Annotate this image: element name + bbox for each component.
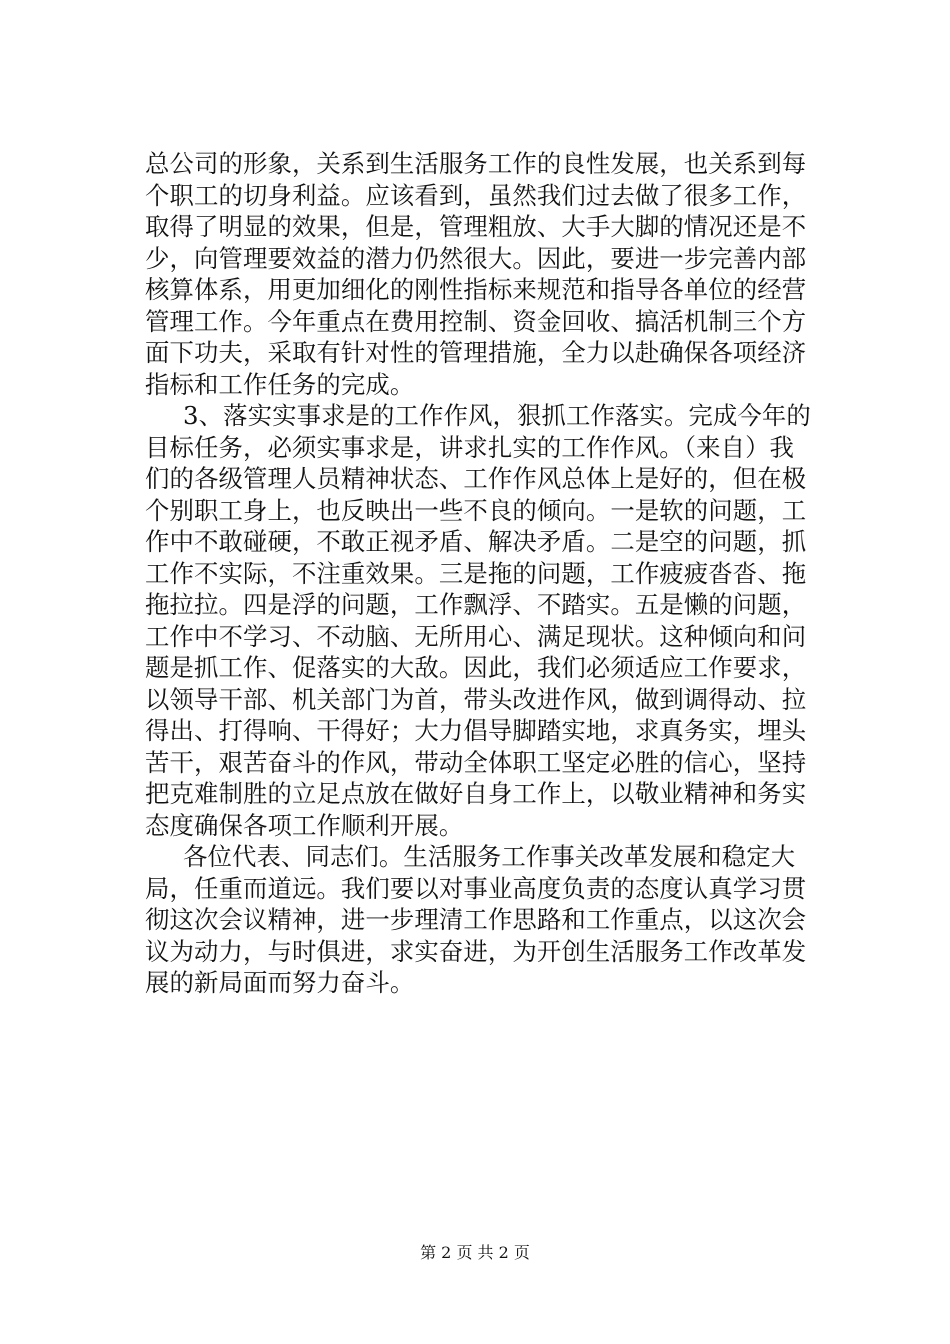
text-line: 把克难制胜的立足点放在做好自身工作上，以敬业精神和务实 [145, 779, 807, 808]
text-line: 以领导干部、机关部门为首，带头改进作风，做到调得动、拉 [145, 684, 807, 714]
text-line: 工作中不学习、不动脑、无所用心、满足现状。这种倾向和问 [145, 621, 807, 651]
paragraph-3 [145, 841, 810, 999]
text-line: 管理工作。今年重点在费用控制、资金回收、搞活机制三个方 [145, 306, 807, 336]
text-line: 题是抓工作、促落实的大敌。因此，我们必须适应工作要求， [145, 653, 807, 682]
paragraph-1 [145, 148, 810, 400]
text-line: 议为动力，与时俱进，求实奋进，为开创生活服务工作改革发 [145, 936, 807, 966]
paragraph-2 [145, 400, 810, 841]
text-line: 得出、打得响、干得好；大力倡导脚踏实地，求真务实，埋头 [145, 716, 807, 745]
text-line: 取得了明显的效果，但是，管理粗放、大手大脚的情况还是不 [145, 212, 807, 241]
text-line: 指标和工作任务的完成。 [145, 369, 415, 399]
text-line: 态度确保各项工作顺利开展。 [145, 810, 464, 840]
text-line: 工作不实际，不注重效果。三是拖的问题，工作疲疲沓沓、拖 [145, 558, 807, 588]
text-line: 个职工的切身利益。应该看到，虽然我们过去做了很多工作， [145, 180, 807, 210]
text-line: 们的各级管理人员精神状态、工作作风总体上是好的，但在极 [145, 464, 807, 493]
text-line: 展的新局面而努力奋斗。 [145, 968, 415, 997]
page-footer [0, 1243, 950, 1263]
text-line: 局，任重而道远。我们要以对事业高度负责的态度认真学习贯 [145, 873, 807, 903]
text-line: 总公司的形象，关系到生活服务工作的良性发展，也关系到每 [145, 149, 807, 178]
text-line: 个别职工身上，也反映出一些不良的倾向。一是软的问题，工 [145, 495, 807, 525]
text-line: 苦干，艰苦奋斗的作风，带动全体职工坚定必胜的信心，坚持 [145, 747, 807, 777]
text-line: 3、落实实事求是的工作作风，狠抓工作落实。完成今年的 [183, 401, 811, 430]
document-body [145, 148, 810, 999]
text-line: 拖拉拉。四是浮的问题，工作飘浮、不踏实。五是懒的问题， [145, 590, 807, 619]
page-number-label: 第 2 页 共 2 页 [420, 1243, 530, 1262]
text-line: 少，向管理要效益的潜力仍然很大。因此，要进一步完善内部 [145, 243, 807, 273]
text-line: 目标任务，必须实事求是，讲求扎实的工作作风。（来自）我 [145, 432, 795, 462]
text-line: 作中不敢碰硬，不敢正视矛盾、解决矛盾。二是空的问题，抓 [145, 527, 807, 556]
text-line: 核算体系，用更加细化的刚性指标来规范和指导各单位的经营 [145, 275, 807, 304]
text-line: 面下功夫，采取有针对性的管理措施，全力以赴确保各项经济 [145, 338, 807, 367]
text-line: 各位代表、同志们。生活服务工作事关改革发展和稳定大 [183, 842, 796, 871]
text-line: 彻这次会议精神，进一步理清工作思路和工作重点，以这次会 [145, 905, 807, 934]
